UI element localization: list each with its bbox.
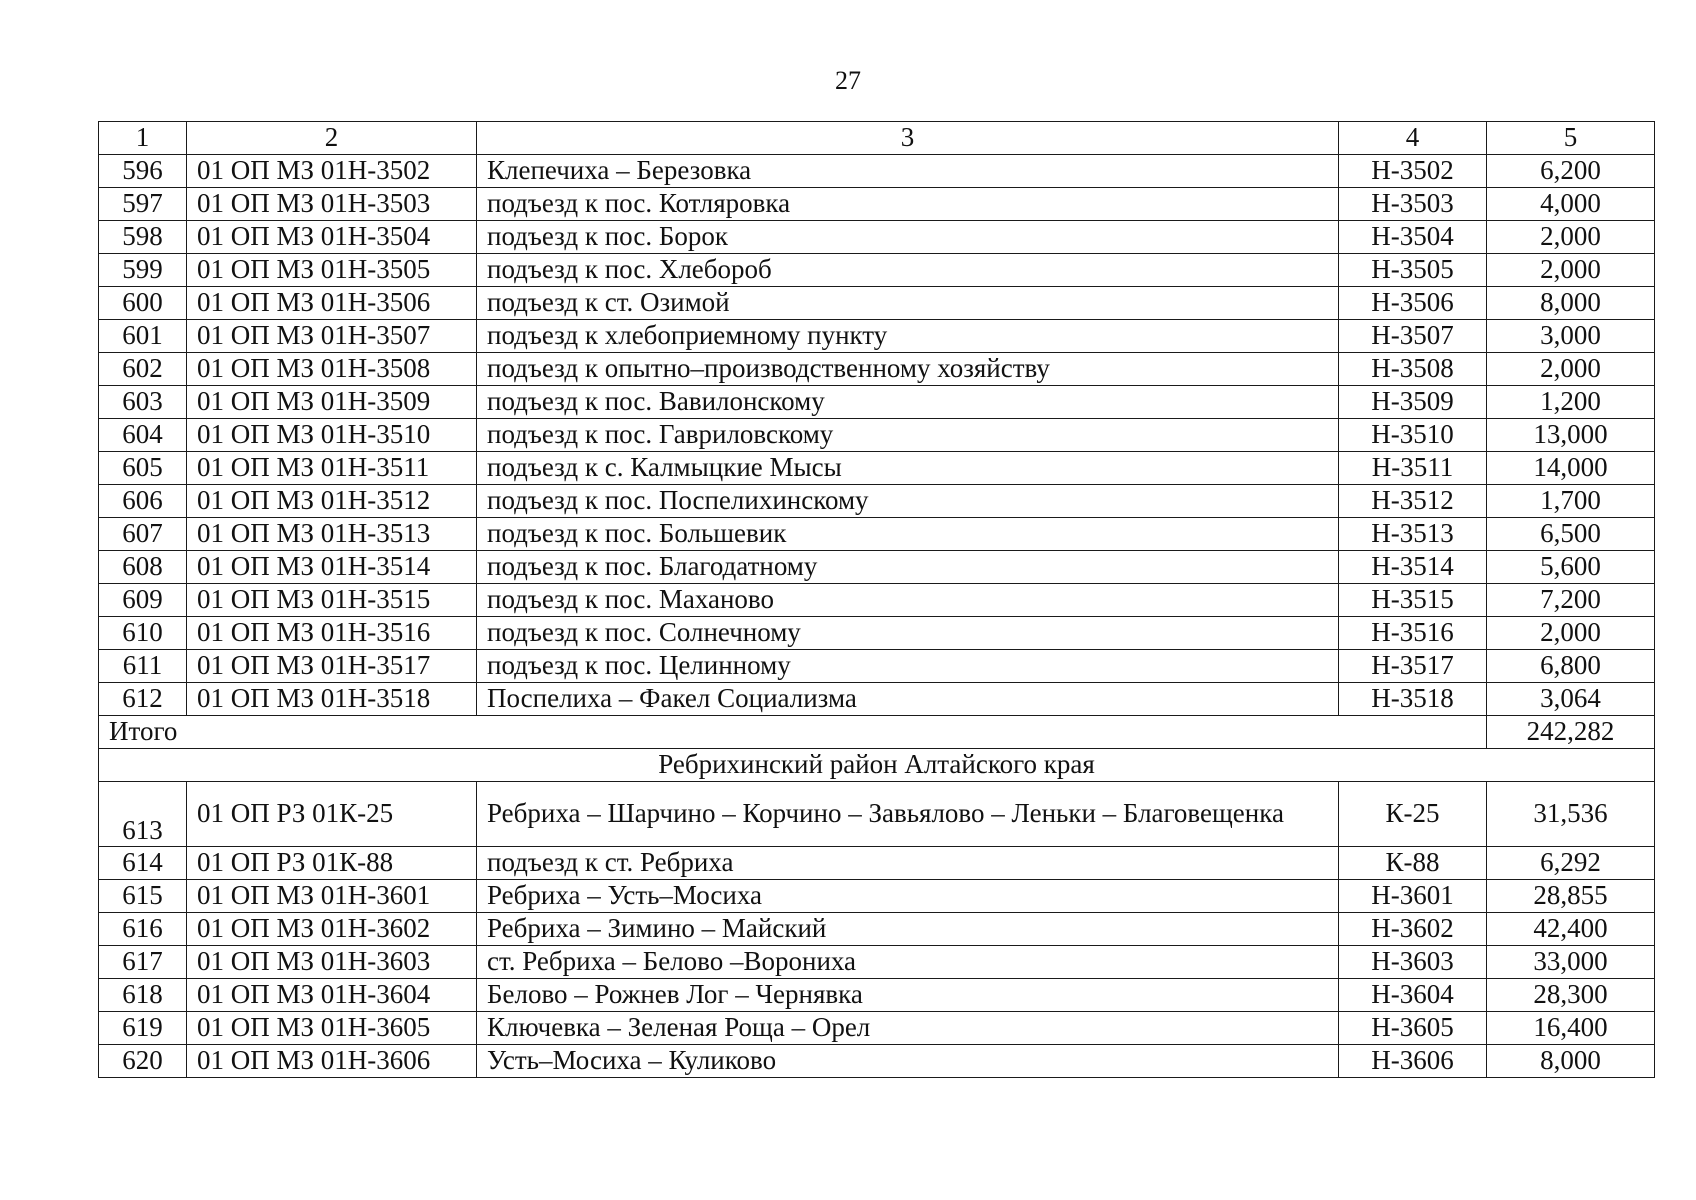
road-length: 33,000	[1487, 946, 1655, 979]
road-code: Н-3502	[1339, 155, 1487, 188]
road-identifier: 01 ОП МЗ 01Н-3514	[187, 551, 477, 584]
column-header-5: 5	[1487, 122, 1655, 155]
road-identifier: 01 ОП МЗ 01Н-3601	[187, 880, 477, 913]
table-row	[99, 617, 1655, 650]
road-name: подъезд к пос. Солнечному	[477, 617, 1339, 650]
road-name: Ребриха – Зимино – Майский	[477, 913, 1339, 946]
road-length: 6,800	[1487, 650, 1655, 683]
table-row	[99, 551, 1655, 584]
road-identifier: 01 ОП МЗ 01Н-3504	[187, 221, 477, 254]
road-length: 42,400	[1487, 913, 1655, 946]
table-body	[99, 155, 1655, 1078]
road-name: подъезд к пос. Вавилонскому	[477, 386, 1339, 419]
road-length: 6,500	[1487, 518, 1655, 551]
road-name: подъезд к пос. Хлебороб	[477, 254, 1339, 287]
road-length: 6,292	[1487, 847, 1655, 880]
table-row	[99, 419, 1655, 452]
road-identifier: 01 ОП МЗ 01Н-3507	[187, 320, 477, 353]
table-row	[99, 386, 1655, 419]
road-identifier: 01 ОП МЗ 01Н-3515	[187, 584, 477, 617]
road-name: подъезд к пос. Благодатному	[477, 551, 1339, 584]
row-number: 605	[99, 452, 187, 485]
header-row	[99, 122, 1655, 155]
table-row	[99, 650, 1655, 683]
table-row	[99, 584, 1655, 617]
road-name: Белово – Рожнев Лог – Чернявка	[477, 979, 1339, 1012]
road-code: Н-3604	[1339, 979, 1487, 1012]
road-length: 1,700	[1487, 485, 1655, 518]
total-row	[99, 716, 1655, 749]
road-code: Н-3605	[1339, 1012, 1487, 1045]
column-header-3: 3	[477, 122, 1339, 155]
table-row	[99, 782, 1655, 847]
column-header-1: 1	[99, 122, 187, 155]
row-number: 598	[99, 221, 187, 254]
row-number: 609	[99, 584, 187, 617]
table-row	[99, 683, 1655, 716]
road-identifier: 01 ОП МЗ 01Н-3510	[187, 419, 477, 452]
total-value: 242,282	[1487, 716, 1655, 749]
road-identifier: 01 ОП МЗ 01Н-3605	[187, 1012, 477, 1045]
road-code: Н-3506	[1339, 287, 1487, 320]
row-number: 618	[99, 979, 187, 1012]
road-code: Н-3509	[1339, 386, 1487, 419]
road-name: подъезд к ст. Ребриха	[477, 847, 1339, 880]
road-name: Ребриха – Усть–Мосиха	[477, 880, 1339, 913]
row-number: 615	[99, 880, 187, 913]
road-identifier: 01 ОП МЗ 01Н-3505	[187, 254, 477, 287]
road-name: подъезд к пос. Котляровка	[477, 188, 1339, 221]
road-length: 13,000	[1487, 419, 1655, 452]
road-name: подъезд к пос. Маханово	[477, 584, 1339, 617]
table-row	[99, 254, 1655, 287]
road-code: Н-3516	[1339, 617, 1487, 650]
road-name: Ребриха – Шарчино – Корчино – Завьялово – Леньки – Благовещенка	[477, 782, 1339, 847]
row-number: 616	[99, 913, 187, 946]
row-number: 602	[99, 353, 187, 386]
road-code: К-88	[1339, 847, 1487, 880]
district-heading: Ребрихинский район Алтайского края	[99, 749, 1655, 782]
row-number: 600	[99, 287, 187, 320]
road-identifier: 01 ОП МЗ 01Н-3604	[187, 979, 477, 1012]
road-identifier: 01 ОП МЗ 01Н-3511	[187, 452, 477, 485]
road-name: Поспелиха – Факел Социализма	[477, 683, 1339, 716]
road-identifier: 01 ОП РЗ 01К-25	[187, 782, 477, 847]
road-name: подъезд к пос. Гавриловскому	[477, 419, 1339, 452]
road-length: 6,200	[1487, 155, 1655, 188]
road-code: Н-3508	[1339, 353, 1487, 386]
page-number: 27	[835, 66, 861, 95]
table-row	[99, 913, 1655, 946]
road-code: Н-3515	[1339, 584, 1487, 617]
row-number: 620	[99, 1045, 187, 1078]
table-row	[99, 847, 1655, 880]
table-row	[99, 946, 1655, 979]
road-code: Н-3518	[1339, 683, 1487, 716]
road-code: Н-3511	[1339, 452, 1487, 485]
road-name: Усть–Мосиха – Куликово	[477, 1045, 1339, 1078]
table-row	[99, 155, 1655, 188]
road-name: подъезд к пос. Большевик	[477, 518, 1339, 551]
row-number: 604	[99, 419, 187, 452]
table-row	[99, 880, 1655, 913]
road-name: подъезд к пос. Целинному	[477, 650, 1339, 683]
road-length: 8,000	[1487, 1045, 1655, 1078]
road-length: 1,200	[1487, 386, 1655, 419]
row-number: 603	[99, 386, 187, 419]
road-length: 3,064	[1487, 683, 1655, 716]
road-length: 4,000	[1487, 188, 1655, 221]
table-row	[99, 353, 1655, 386]
road-identifier: 01 ОП МЗ 01Н-3518	[187, 683, 477, 716]
road-length: 28,300	[1487, 979, 1655, 1012]
table-row	[99, 320, 1655, 353]
road-identifier: 01 ОП МЗ 01Н-3508	[187, 353, 477, 386]
row-number: 619	[99, 1012, 187, 1045]
road-identifier: 01 ОП МЗ 01Н-3602	[187, 913, 477, 946]
road-length: 2,000	[1487, 617, 1655, 650]
road-code: Н-3602	[1339, 913, 1487, 946]
road-code: Н-3514	[1339, 551, 1487, 584]
road-name: подъезд к хлебоприемному пункту	[477, 320, 1339, 353]
road-length: 7,200	[1487, 584, 1655, 617]
road-identifier: 01 ОП МЗ 01Н-3603	[187, 946, 477, 979]
road-length: 5,600	[1487, 551, 1655, 584]
road-code: Н-3504	[1339, 221, 1487, 254]
road-identifier: 01 ОП МЗ 01Н-3509	[187, 386, 477, 419]
row-number: 597	[99, 188, 187, 221]
row-number: 601	[99, 320, 187, 353]
road-name: Клепечиха – Березовка	[477, 155, 1339, 188]
road-name: Ключевка – Зеленая Роща – Орел	[477, 1012, 1339, 1045]
road-code: Н-3603	[1339, 946, 1487, 979]
table-row	[99, 518, 1655, 551]
road-identifier: 01 ОП МЗ 01Н-3502	[187, 155, 477, 188]
column-header-4: 4	[1339, 122, 1487, 155]
road-length: 31,536	[1487, 782, 1655, 847]
road-code: Н-3503	[1339, 188, 1487, 221]
table-row	[99, 1045, 1655, 1078]
road-code: Н-3601	[1339, 880, 1487, 913]
column-header-2: 2	[187, 122, 477, 155]
road-name: подъезд к пос. Поспелихинскому	[477, 485, 1339, 518]
road-name: подъезд к опытно–производственному хозяйству	[477, 353, 1339, 386]
road-code: Н-3505	[1339, 254, 1487, 287]
road-length: 8,000	[1487, 287, 1655, 320]
total-label: Итого	[99, 716, 1487, 749]
table-row	[99, 188, 1655, 221]
row-number: 608	[99, 551, 187, 584]
road-length: 2,000	[1487, 254, 1655, 287]
road-code: Н-3517	[1339, 650, 1487, 683]
road-code: Н-3512	[1339, 485, 1487, 518]
road-identifier: 01 ОП МЗ 01Н-3606	[187, 1045, 477, 1078]
district-row	[99, 749, 1655, 782]
row-number: 614	[99, 847, 187, 880]
table-row	[99, 452, 1655, 485]
road-identifier: 01 ОП МЗ 01Н-3512	[187, 485, 477, 518]
row-number: 610	[99, 617, 187, 650]
road-length: 28,855	[1487, 880, 1655, 913]
road-identifier: 01 ОП МЗ 01Н-3513	[187, 518, 477, 551]
road-identifier: 01 ОП МЗ 01Н-3517	[187, 650, 477, 683]
road-length: 14,000	[1487, 452, 1655, 485]
road-length: 16,400	[1487, 1012, 1655, 1045]
table-row	[99, 287, 1655, 320]
roads-table	[98, 121, 1655, 1078]
row-number: 612	[99, 683, 187, 716]
road-code: Н-3513	[1339, 518, 1487, 551]
table-row	[99, 221, 1655, 254]
table-row	[99, 1012, 1655, 1045]
road-length: 3,000	[1487, 320, 1655, 353]
road-code: Н-3510	[1339, 419, 1487, 452]
row-number: 611	[99, 650, 187, 683]
row-number: 617	[99, 946, 187, 979]
road-identifier: 01 ОП МЗ 01Н-3503	[187, 188, 477, 221]
row-number: 613	[99, 782, 187, 847]
table-row	[99, 979, 1655, 1012]
table-row	[99, 485, 1655, 518]
road-length: 2,000	[1487, 353, 1655, 386]
road-identifier: 01 ОП МЗ 01Н-3516	[187, 617, 477, 650]
road-name: подъезд к пос. Борок	[477, 221, 1339, 254]
road-code: Н-3606	[1339, 1045, 1487, 1078]
road-code: К-25	[1339, 782, 1487, 847]
road-name: подъезд к с. Калмыцкие Мысы	[477, 452, 1339, 485]
road-name: подъезд к ст. Озимой	[477, 287, 1339, 320]
row-number: 606	[99, 485, 187, 518]
road-length: 2,000	[1487, 221, 1655, 254]
road-identifier: 01 ОП РЗ 01К-88	[187, 847, 477, 880]
road-identifier: 01 ОП МЗ 01Н-3506	[187, 287, 477, 320]
road-name: ст. Ребриха – Белово –Ворониха	[477, 946, 1339, 979]
row-number: 607	[99, 518, 187, 551]
row-number: 599	[99, 254, 187, 287]
table-header	[99, 122, 1655, 155]
row-number: 596	[99, 155, 187, 188]
road-code: Н-3507	[1339, 320, 1487, 353]
